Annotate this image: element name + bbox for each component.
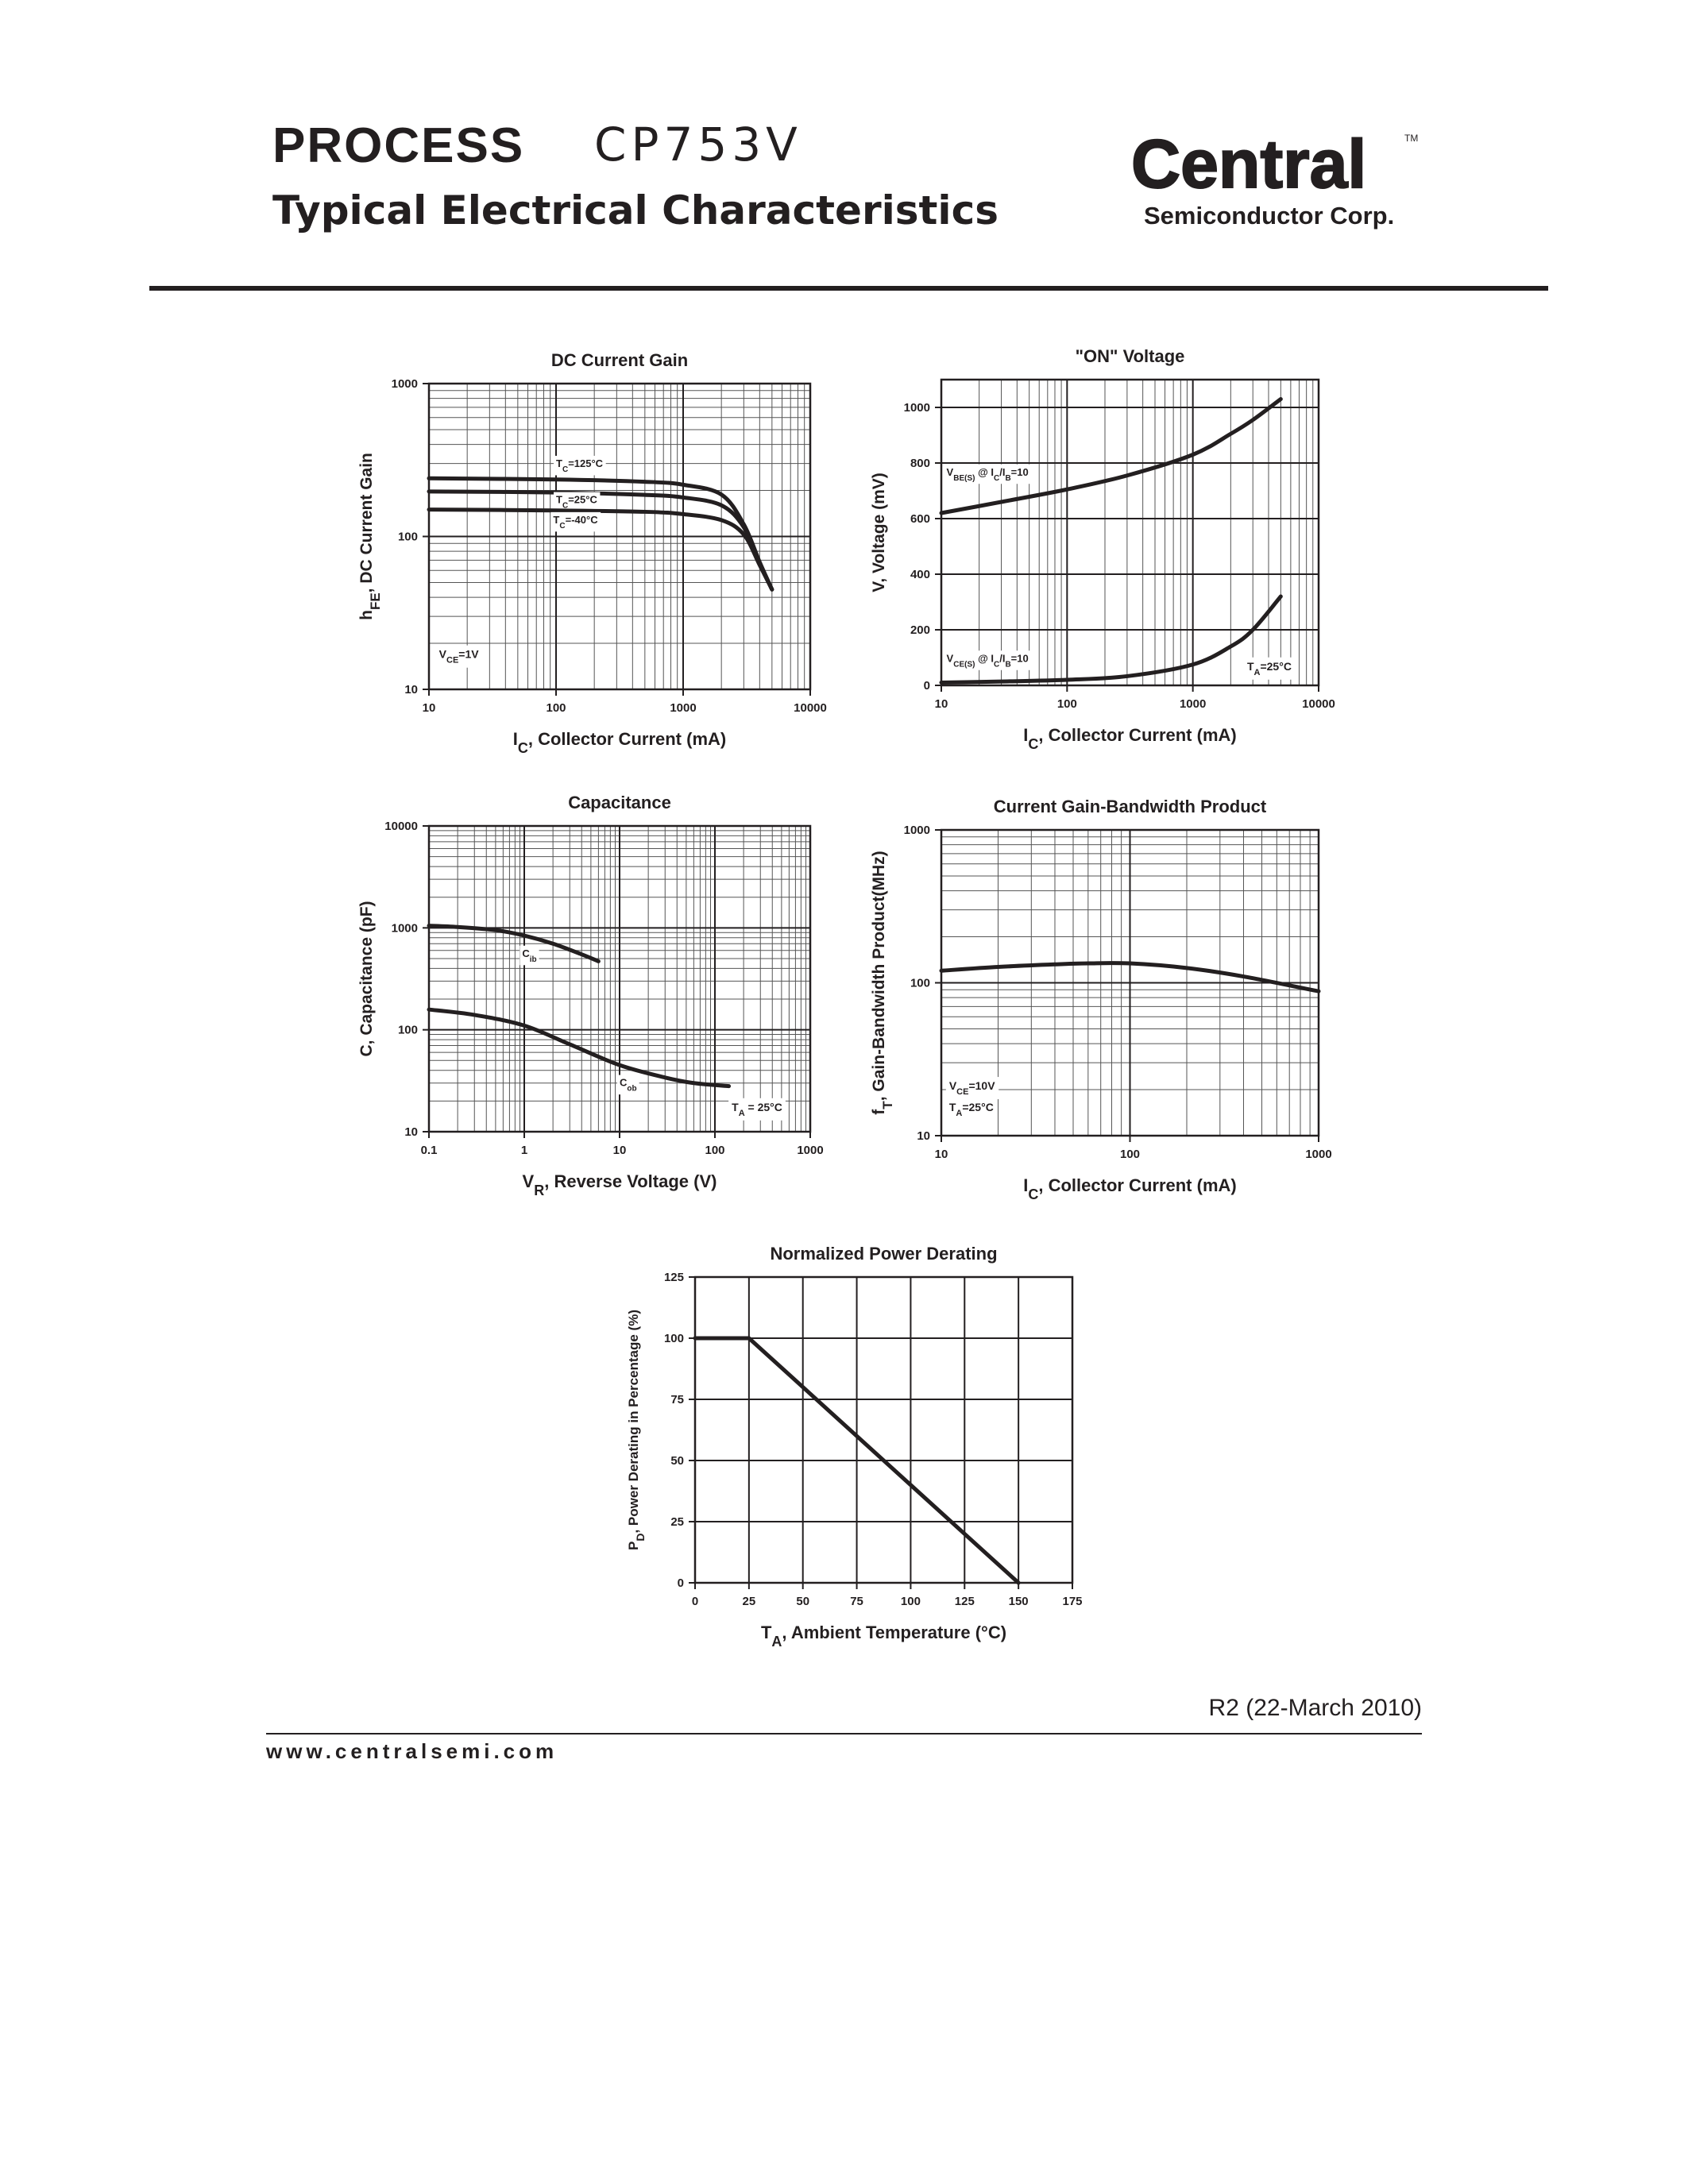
dc-current-gain-ylabel: $h_{FE}$, DC Current Gain [357, 453, 383, 620]
capacitance-ytick-label: 10 [404, 1125, 418, 1139]
capacitance-series-label-1: $C_{ib}$ [522, 947, 537, 964]
capacitance-ytick-label: 100 [397, 1023, 418, 1037]
chart-on-voltage [854, 324, 1394, 769]
dc-current-gain-series-label-1: $T_C=125^\circ C$ [556, 457, 604, 474]
capacitance-xtick-label: 100 [705, 1144, 725, 1157]
power-derating-ytick-label: 50 [670, 1454, 684, 1468]
capacitance-xtick-label: 1000 [797, 1144, 824, 1157]
central-logo [1126, 125, 1428, 237]
gain-bandwidth-annotation-2: $T_A=25^\circ C$ [948, 1100, 994, 1118]
capacitance-ylabel: C, Capacitance (pF) [357, 901, 376, 1057]
on-voltage-ytick-label: 600 [910, 512, 930, 526]
capacitance-annotation-1: $T_A = 25^\circ C$ [732, 1100, 782, 1118]
on-voltage-xtick-label: 100 [1056, 697, 1077, 711]
on-voltage-ytick-label: 1000 [903, 401, 930, 415]
power-derating-xtick-label: 100 [900, 1595, 921, 1608]
dc-current-gain-ytick-label: 1000 [391, 377, 418, 391]
on-voltage-xtick-label: 10 [934, 697, 948, 711]
power-derating-ytick-label: 0 [677, 1576, 684, 1590]
dc-current-gain-series-label-2: $T_C=25^\circ C$ [556, 493, 597, 511]
chart-power-derating [592, 1227, 1132, 1656]
dc-current-gain-xlabel: $I_C$, Collector Current (mA) [512, 729, 727, 756]
power-derating-xtick-label: 75 [850, 1595, 863, 1608]
power-derating-title: Normalized Power Derating [770, 1244, 998, 1264]
on-voltage-series-label-1: $V_{BE(S)}$ @ $I_C/I_B=10$ [946, 465, 1029, 483]
dc-current-gain-annotation-1: $V_{CE}=1V$ [438, 647, 479, 666]
part-number: CP753V [594, 118, 802, 172]
process-label: PROCESS [272, 118, 525, 173]
dc-current-gain-xtick-label: 100 [546, 701, 566, 715]
dc-current-gain-series-label-3: $T_C=-40^\circ C$ [553, 513, 598, 531]
logo-main-text: Central [1131, 126, 1367, 203]
power-derating-ylabel: $P_D$, Power Derating in Percentage (%) [626, 1310, 647, 1550]
gain-bandwidth-ytick-label: 10 [917, 1129, 930, 1143]
gain-bandwidth-annotation-1: $V_{CE}=10V$ [948, 1079, 995, 1098]
power-derating-xlabel: $T_A$, Ambient Temperature (°C) [760, 1623, 1007, 1650]
page-subtitle: Typical Electrical Characteristics [272, 187, 999, 233]
on-voltage-title: "ON" Voltage [1075, 346, 1185, 366]
power-derating-ytick-label: 100 [663, 1332, 684, 1345]
gain-bandwidth-ytick-label: 1000 [903, 824, 930, 837]
power-derating-xtick-label: 150 [1008, 1595, 1029, 1608]
footer-divider [266, 1733, 1422, 1734]
dc-current-gain-xtick-label: 10 [422, 701, 436, 715]
on-voltage-ylabel: V, Voltage (mV) [870, 473, 888, 592]
power-derating-xtick-label: 175 [1062, 1595, 1083, 1608]
power-derating-ytick-label: 25 [670, 1515, 684, 1529]
on-voltage-xlabel: $I_C$, Collector Current (mA) [1023, 725, 1237, 752]
power-derating-xtick-label: 25 [742, 1595, 756, 1608]
dc-current-gain-ytick-label: 100 [397, 530, 418, 544]
gain-bandwidth-xlabel: $I_C$, Collector Current (mA) [1023, 1175, 1237, 1202]
capacitance-ytick-label: 1000 [391, 921, 418, 936]
chart-gain-bandwidth [854, 774, 1394, 1203]
capacitance-xtick-label: 1 [520, 1144, 528, 1157]
chart-dc-current-gain [334, 324, 874, 769]
capacitance-series-label-2: $C_{ob}$ [620, 1076, 637, 1094]
on-voltage-ytick-label: 0 [923, 679, 930, 693]
power-derating-xtick-label: 50 [796, 1595, 810, 1608]
gain-bandwidth-title: Current Gain-Bandwidth Product [993, 797, 1267, 816]
on-voltage-annotation-1: $T_A=25^\circ C$ [1246, 659, 1292, 677]
power-derating-xtick-label: 0 [691, 1595, 699, 1608]
on-voltage-xtick-label: 10000 [1302, 697, 1335, 711]
dc-current-gain-series-line-2 [429, 492, 772, 589]
on-voltage-xtick-label: 1000 [1179, 697, 1207, 711]
chart-capacitance [334, 774, 874, 1203]
gain-bandwidth-ylabel: $f_T$, Gain-Bandwidth Product(MHz) [870, 851, 895, 1115]
logo-sub-text: Semiconductor Corp. [1144, 202, 1395, 230]
on-voltage-series-line-1 [941, 399, 1280, 514]
power-derating-ytick-label: 75 [670, 1393, 684, 1406]
dc-current-gain-xtick-label: 1000 [670, 701, 697, 715]
capacitance-ytick-label: 10000 [384, 820, 418, 833]
capacitance-title: Capacitance [568, 793, 671, 812]
on-voltage-frame [941, 380, 1319, 685]
on-voltage-ytick-label: 400 [910, 568, 930, 581]
power-derating-xtick-label: 125 [954, 1595, 975, 1608]
on-voltage-ytick-label: 200 [910, 623, 930, 637]
dc-current-gain-xtick-label: 10000 [794, 701, 827, 715]
gain-bandwidth-ytick-label: 100 [910, 976, 930, 990]
capacitance-series-line-2 [429, 1009, 729, 1086]
on-voltage-series-label-2: $V_{CE(S)}$ @ $I_C/I_B=10$ [946, 652, 1029, 669]
gain-bandwidth-xtick-label: 1000 [1305, 1148, 1332, 1161]
on-voltage-ytick-label: 800 [910, 457, 930, 470]
capacitance-xtick-label: 10 [612, 1144, 627, 1157]
power-derating-ytick-label: 125 [663, 1271, 684, 1284]
gain-bandwidth-xtick-label: 100 [1119, 1148, 1141, 1161]
dc-current-gain-title: DC Current Gain [550, 350, 689, 370]
header-divider [149, 286, 1548, 291]
website-link[interactable]: www.centralsemi.com [266, 1739, 558, 1763]
logo-tm: TM [1404, 133, 1419, 144]
capacitance-xtick-label: 0.1 [420, 1144, 438, 1157]
revision-text: R2 (22-March 2010) [1208, 1695, 1422, 1721]
capacitance-xlabel: $V_R$, Reverse Voltage (V) [522, 1171, 717, 1198]
power-derating-frame [695, 1277, 1072, 1583]
gain-bandwidth-xtick-label: 10 [934, 1148, 948, 1161]
dc-current-gain-ytick-label: 10 [404, 683, 418, 696]
